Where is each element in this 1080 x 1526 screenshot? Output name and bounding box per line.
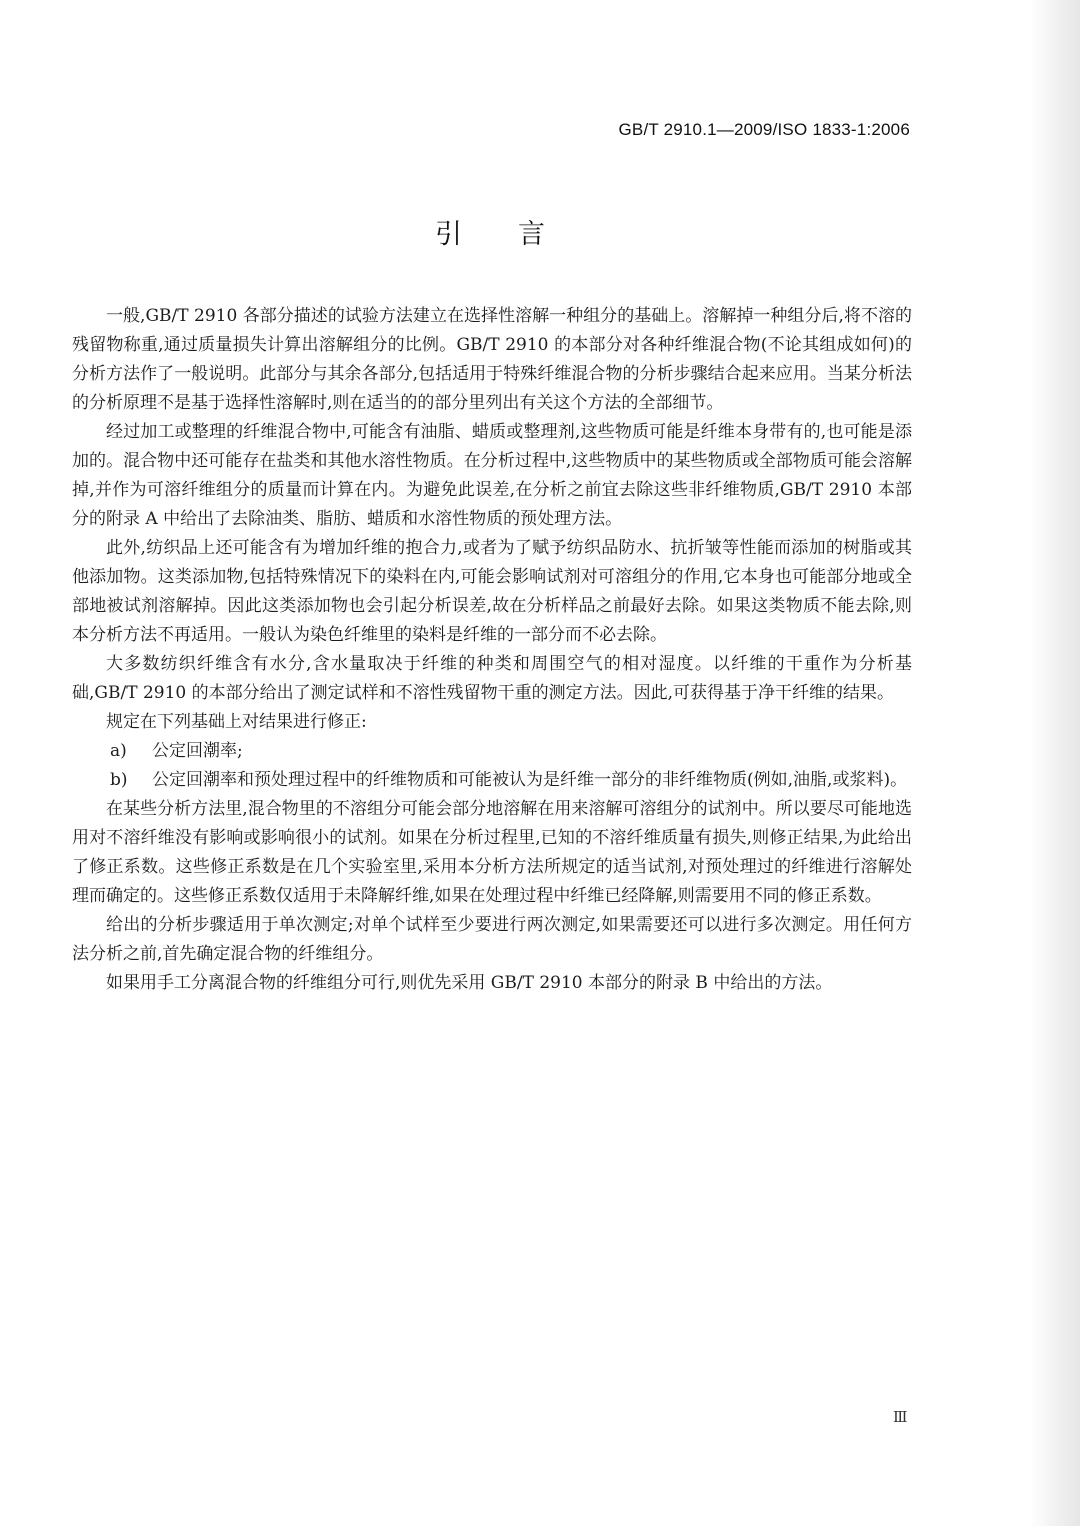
list-marker: b) (110, 770, 128, 790)
paragraph: 规定在下列基础上对结果进行修正: (106, 712, 367, 732)
introduction-body (72, 302, 912, 998)
paragraph: 给出的分析步骤适用于单次测定;对单个试样至少要进行两次测定,如果需要还可以进行多次测定。用任何方法分析之前,首先确定混合物的纤维组分。 (72, 915, 912, 964)
paragraph: 一般,GB/T 2910 各部分描述的试验方法建立在选择性溶解一种组分的基础上。溶解掉一种组分后,将不溶的残留物称重,通过质量损失计算出溶解组分的比例。GB/T 2910 的本部分对各种纤维混合物(不论其组成如何)的分析方法作了一般说明。此部分与其余各部分,包括适用于特殊纤维混合物的分析步骤结合起来应用。当某分析法的分析原理不是基于选择性溶解时,则在适当的的部分里列出有关这个方法的全部细节。 (72, 306, 912, 413)
list-marker: a) (110, 741, 127, 761)
list-item-text: 公定回潮率; (152, 741, 243, 761)
paragraph: 大多数纺织纤维含有水分,含水量取决于纤维的种类和周围空气的相对湿度。以纤维的干重作为分析基础,GB/T 2910 的本部分给出了测定试样和不溶性残留物干重的测定方法。因此,可获得基于净干纤维的结果。 (72, 654, 912, 703)
paragraph: 经过加工或整理的纤维混合物中,可能含有油脂、蜡质或整理剂,这些物质可能是纤维本身带有的,也可能是添加的。混合物中还可能存在盐类和其他水溶性物质。在分析过程中,这些物质中的某些物质或全部物质可能会溶解掉,并作为可溶纤维组分的质量而计算在内。为避免此误差,在分析之前宜去除这些非纤维物质,GB/T 2910 本部分的附录 A 中给出了去除油类、脂肪、蜡质和水溶性物质的预处理方法。 (72, 422, 912, 529)
standard-code-header: GB/T 2910.1—2009/ISO 1833-1:2006 (618, 120, 910, 139)
list-item-text: 公定回潮率和预处理过程中的纤维物质和可能被认为是纤维一部分的非纤维物质(例如,油脂,或浆料)。 (152, 770, 908, 790)
page-title: 引言 (435, 219, 601, 250)
paragraph: 如果用手工分离混合物的纤维组分可行,则优先采用 GB/T 2910 本部分的附录 B 中给出的方法。 (106, 973, 833, 993)
paragraph: 此外,纺织品上还可能含有为增加纤维的抱合力,或者为了赋予纺织品防水、抗折皱等性能而添加的树脂或其他添加物。这类添加物,包括特殊情况下的染料在内,可能会影响试剂对可溶组分的作用,它本身也可能部分地或全部地被试剂溶解掉。因此这类添加物也会引起分析误差,故在分析样品之前最好去除。如果这类物质不能去除,则本分析方法不再适用。一般认为染色纤维里的染料是纤维的一部分而不必去除。 (72, 538, 912, 645)
list-item-b (72, 766, 912, 795)
paragraph: 在某些分析方法里,混合物里的不溶组分可能会部分地溶解在用来溶解可溶组分的试剂中。所以要尽可能地选用对不溶纤维没有影响或影响很小的试剂。如果在分析过程里,已知的不溶纤维质量有损失,则修正结果,为此给出了修正系数。这些修正系数是在几个实验室里,采用本分析方法所规定的适当试剂,对预处理过的纤维进行溶解处理而确定的。这些修正系数仅适用于未降解纤维,如果在处理过程中纤维已经降解,则需要用不同的修正系数。 (72, 799, 912, 906)
list-item-a (72, 737, 912, 766)
page-number: Ⅲ (893, 1408, 908, 1426)
